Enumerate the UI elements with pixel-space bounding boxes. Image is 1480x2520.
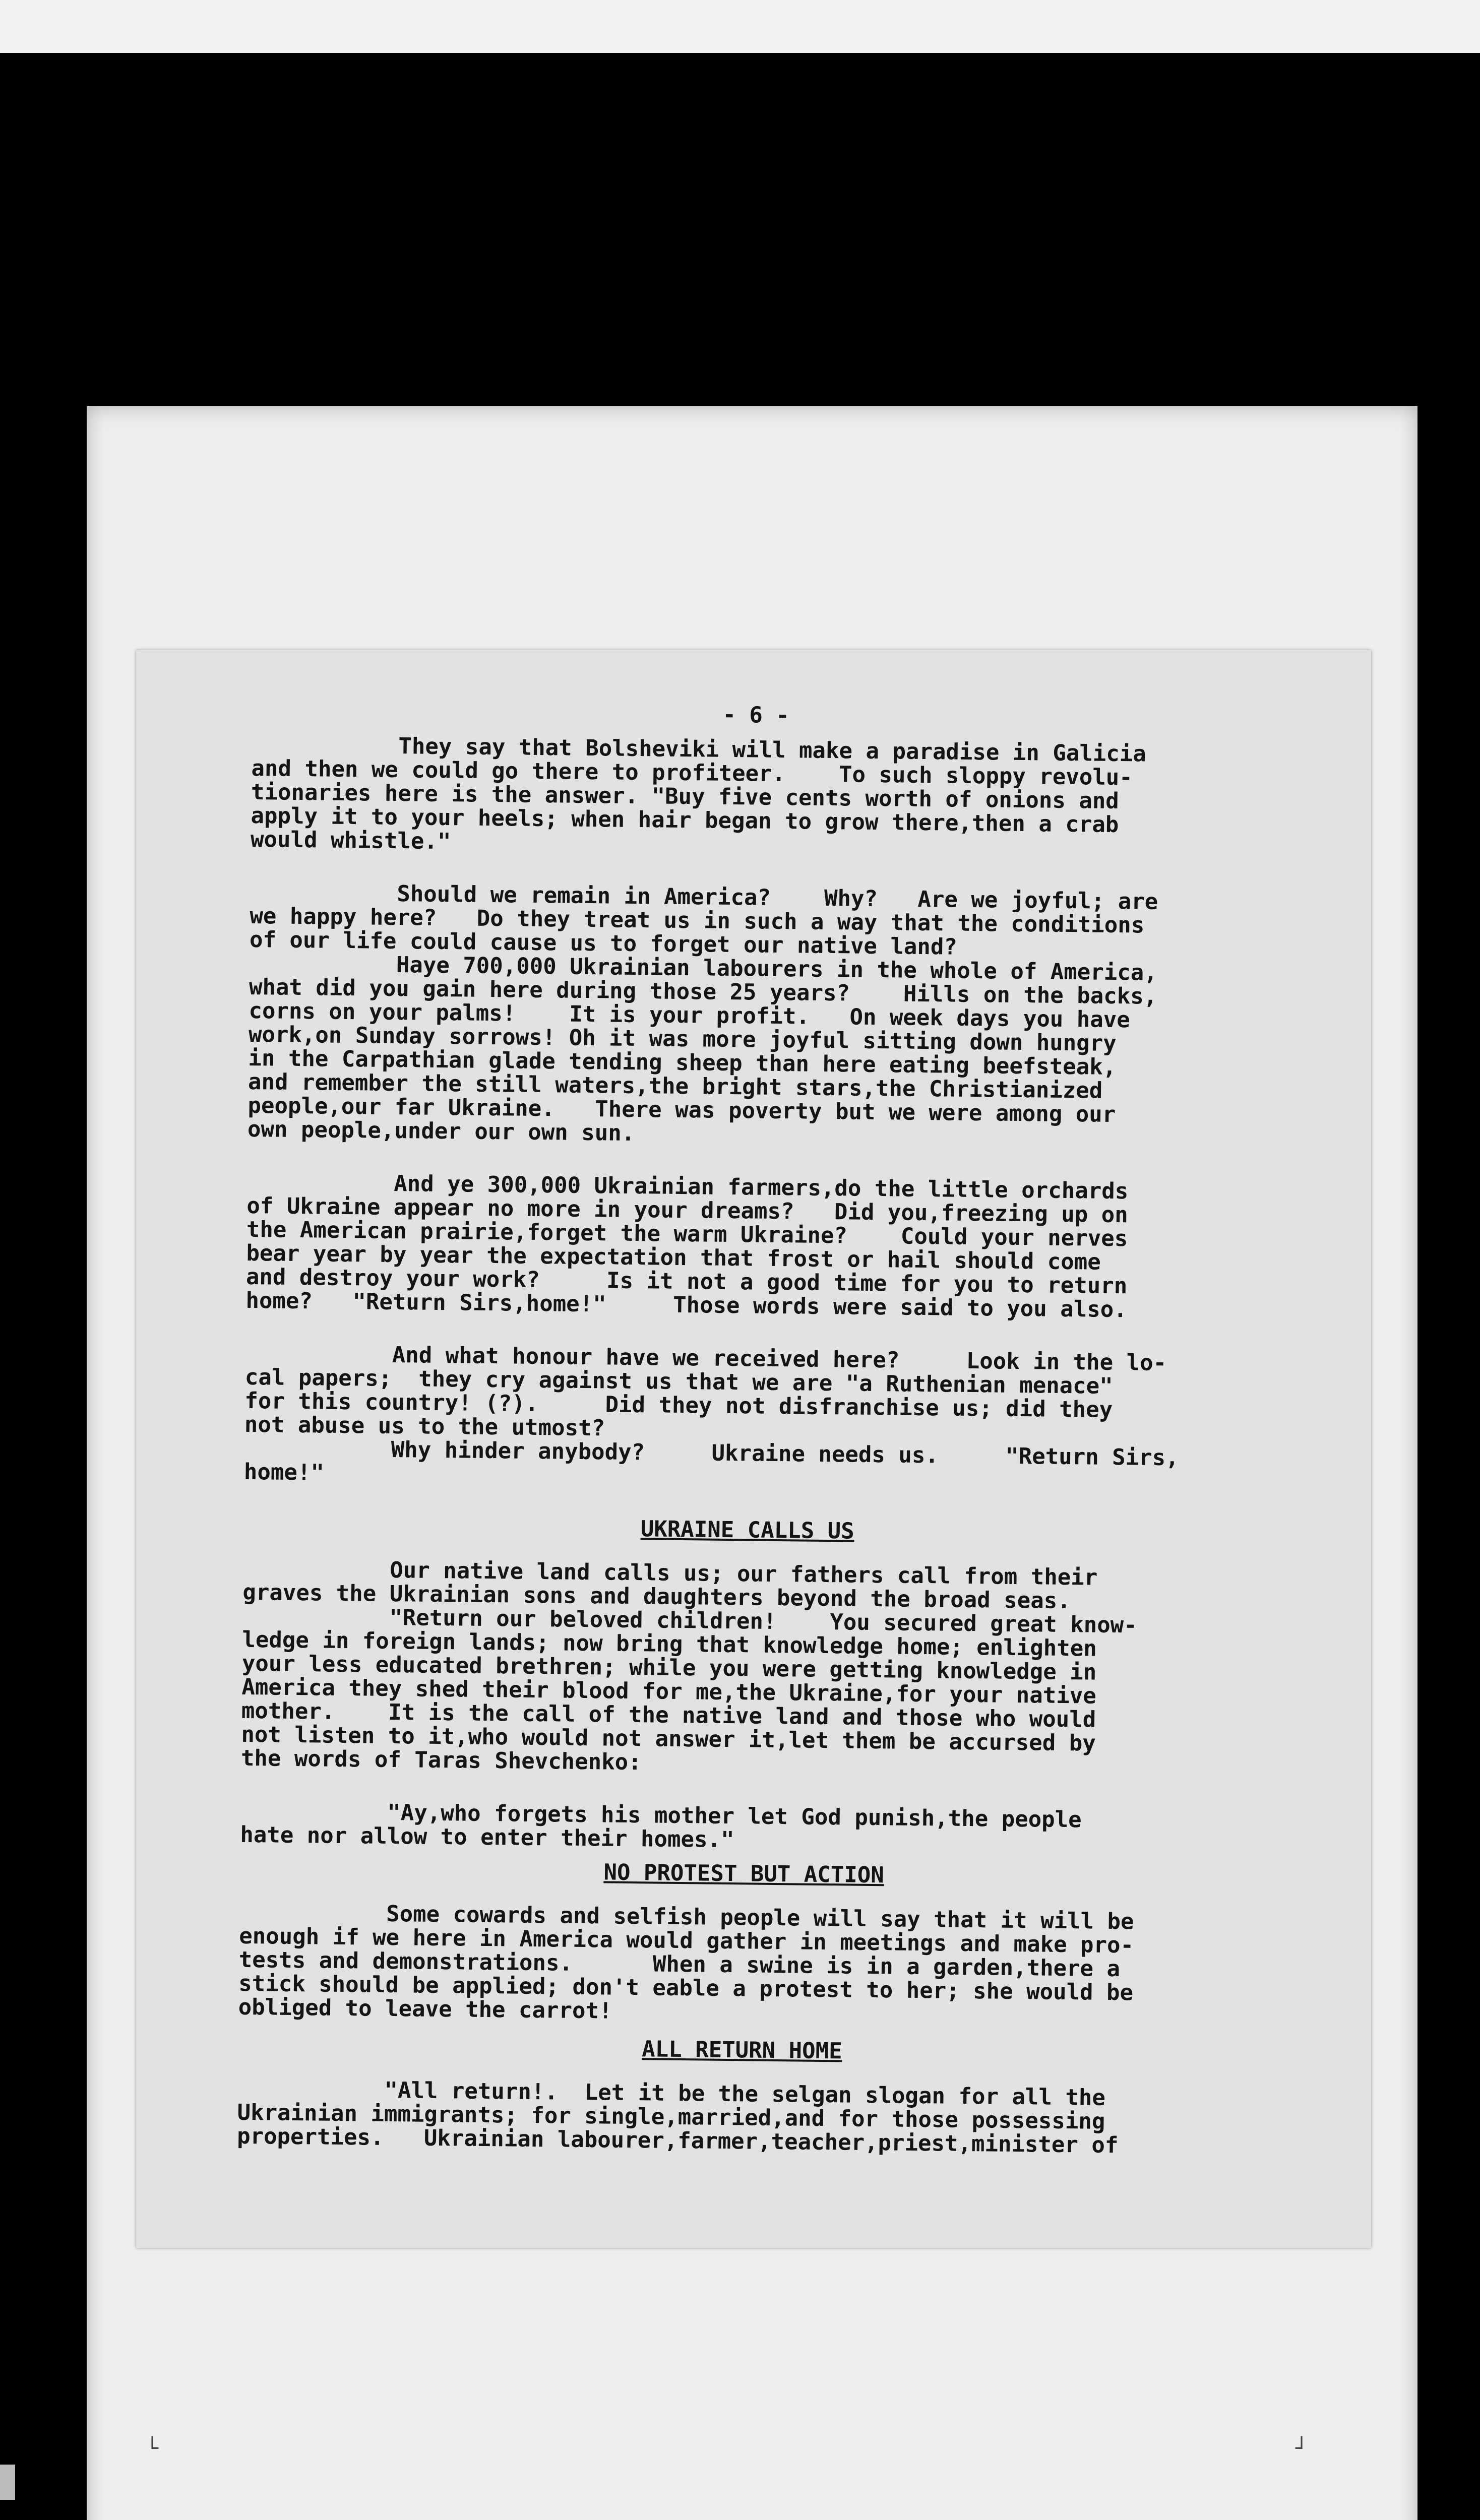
heading-all-return-home: ALL RETURN HOME (642, 2036, 842, 2064)
typed-text (236, 698, 1260, 2188)
paragraph-1: They say that Bolsheviki will make a paradise in Galicia and then we could go there to profiteer. To such sloppy revolu- tionaries here is the answer. "Buy five cents worth of onions and apply it to your heels; when hair began to grow there,then a crab would whistle." (250, 731, 1147, 855)
heading-no-protest: NO PROTEST BUT ACTION (603, 1859, 885, 1888)
corner-mark-left: └ (146, 2437, 159, 2460)
page-number: - 6 - (722, 702, 790, 729)
film-top-strip (0, 0, 1480, 53)
paragraph-4: And what honour have we received here? Look in the lo- cal papers; they cry against us that we are "a Ruthenian menace" for this country! (?). Did they not disfranchise us; did they not abuse us to the utmost? Why hinder anybody? Ukraine needs us. "Return Sirs, home!" (243, 1340, 1179, 1486)
section-all-return-home: "All return!. Let it be the selgan slogan for all the Ukrainian immigrants; for single,married,and for those possessing properties. Ukrainian labourer,farmer,teacher,priest,minister of (236, 2075, 1119, 2159)
corner-mark-right: ┘ (1296, 2437, 1308, 2460)
heading-ukraine-calls-us: UKRAINE CALLS US (640, 1516, 854, 1544)
shevchenko-quote: "Ay,who forgets his mother let God punish,the people hate nor allow to enter their homes." (240, 1798, 1082, 1853)
film-edge-mark (0, 2465, 15, 2500)
section-ukraine-calls-us: Our native land calls us; our fathers call from their graves the Ukrainian sons and daughters beyond the broad seas. "Return our beloved children! You secured great know- ledge in foreign lands; now bring that knowledge home; enlighten your less educated brethren; while you were getting knowledge in America they shed their blood for me,the Ukraine,for your native mother. It is the call of the native land and those who would not listen to it,who would not answer it,let them be accursed by the words of Taras Shevchenko: (240, 1555, 1137, 1776)
paragraph-2: Should we remain in America? Why? Are we joyful; are we happy here? Do they treat us in such a way that the conditions of our life could cause us to forget our native land? Haye 700,000 Ukrainian labourers in the whole of America, what did you gain here during those 25 years? Hills on the backs, corns on your palms! It is your profit. On week days you have work,on Sunday sorrows! Oh it was more joyful sitting down hungry in the Carpathian glade tending sheep than here eating beefsteak, and remember the still waters,the bright stars,the Christianized people,our far Ukraine. There was poverty but we were among our own people,under our own sun. (247, 879, 1158, 1146)
paragraph-3: And ye 300,000 Ukrainian farmers,do the little orchards of Ukraine appear no more in your dreams? Did you,freezing up on the American prairie,forget the warm Ukraine? Could your nerves bear year by year the expectation that frost or hail should come and destroy your work? Is it not a good time for you to return home? "Return Sirs,home!" Those words were said to you also. (245, 1169, 1129, 1323)
section-no-protest: Some cowards and selfish people will say that it will be enough if we here in America would gather in meetings and make pro- tests and demonstrations. When a swine is in a garden,there a stick should be applied; don't eable a protest to her; she would be obliged to leave the carrot! (238, 1899, 1134, 2024)
